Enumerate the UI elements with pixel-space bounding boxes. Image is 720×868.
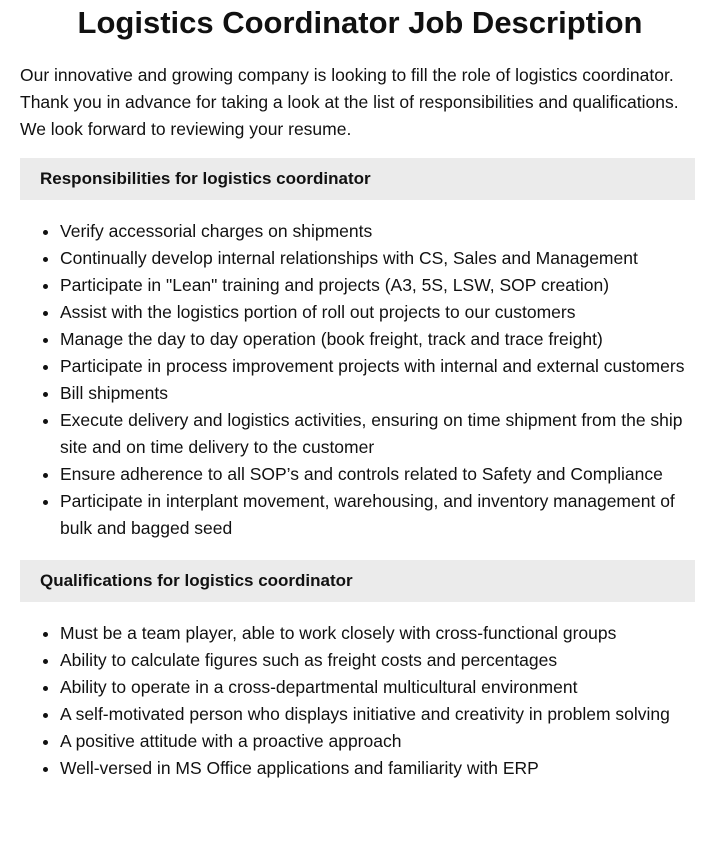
list-item: • Well-versed in MS Office applications and familiarity with ERP <box>60 755 700 782</box>
list-item: • Ability to calculate figures such as freight costs and percentages <box>60 647 700 674</box>
list-item: • Bill shipments <box>60 380 700 407</box>
list-item: • A self-motivated person who displays initiative and creativity in problem solving <box>60 701 700 728</box>
responsibilities-heading: Responsibilities for logistics coordinator <box>20 158 695 200</box>
page-title: Logistics Coordinator Job Description <box>77 5 643 40</box>
list-item: • Participate in interplant movement, warehousing, and inventory management of bulk and bagged seed <box>60 488 700 542</box>
qualifications-list <box>20 620 700 782</box>
list-item: • A positive attitude with a proactive approach <box>60 728 700 755</box>
list-item: • Ability to operate in a cross-departmental multicultural environment <box>60 674 700 701</box>
list-item: • Must be a team player, able to work closely with cross-functional groups <box>60 620 700 647</box>
list-item: • Verify accessorial charges on shipments <box>60 218 700 245</box>
list-item: • Participate in "Lean" training and projects (A3, 5S, LSW, SOP creation) <box>60 272 700 299</box>
list-item: • Execute delivery and logistics activities, ensuring on time shipment from the ship site and on time delivery to the customer <box>60 407 700 461</box>
responsibilities-list <box>20 218 700 542</box>
intro-text: Our innovative and growing company is looking to fill the role of logistics coordinator. Thank you in advance for taking a look at the list of responsibilities and qualifications. We look forward to reviewing your resume. <box>20 65 679 139</box>
list-item: • Manage the day to day operation (book freight, track and trace freight) <box>60 326 700 353</box>
list-item: • Assist with the logistics portion of roll out projects to our customers <box>60 299 700 326</box>
qualifications-heading: Qualifications for logistics coordinator <box>20 560 695 602</box>
list-item: • Continually develop internal relationships with CS, Sales and Management <box>60 245 700 272</box>
list-item: • Participate in process improvement projects with internal and external customers <box>60 353 700 380</box>
list-item: • Ensure adherence to all SOP’s and controls related to Safety and Compliance <box>60 461 700 488</box>
